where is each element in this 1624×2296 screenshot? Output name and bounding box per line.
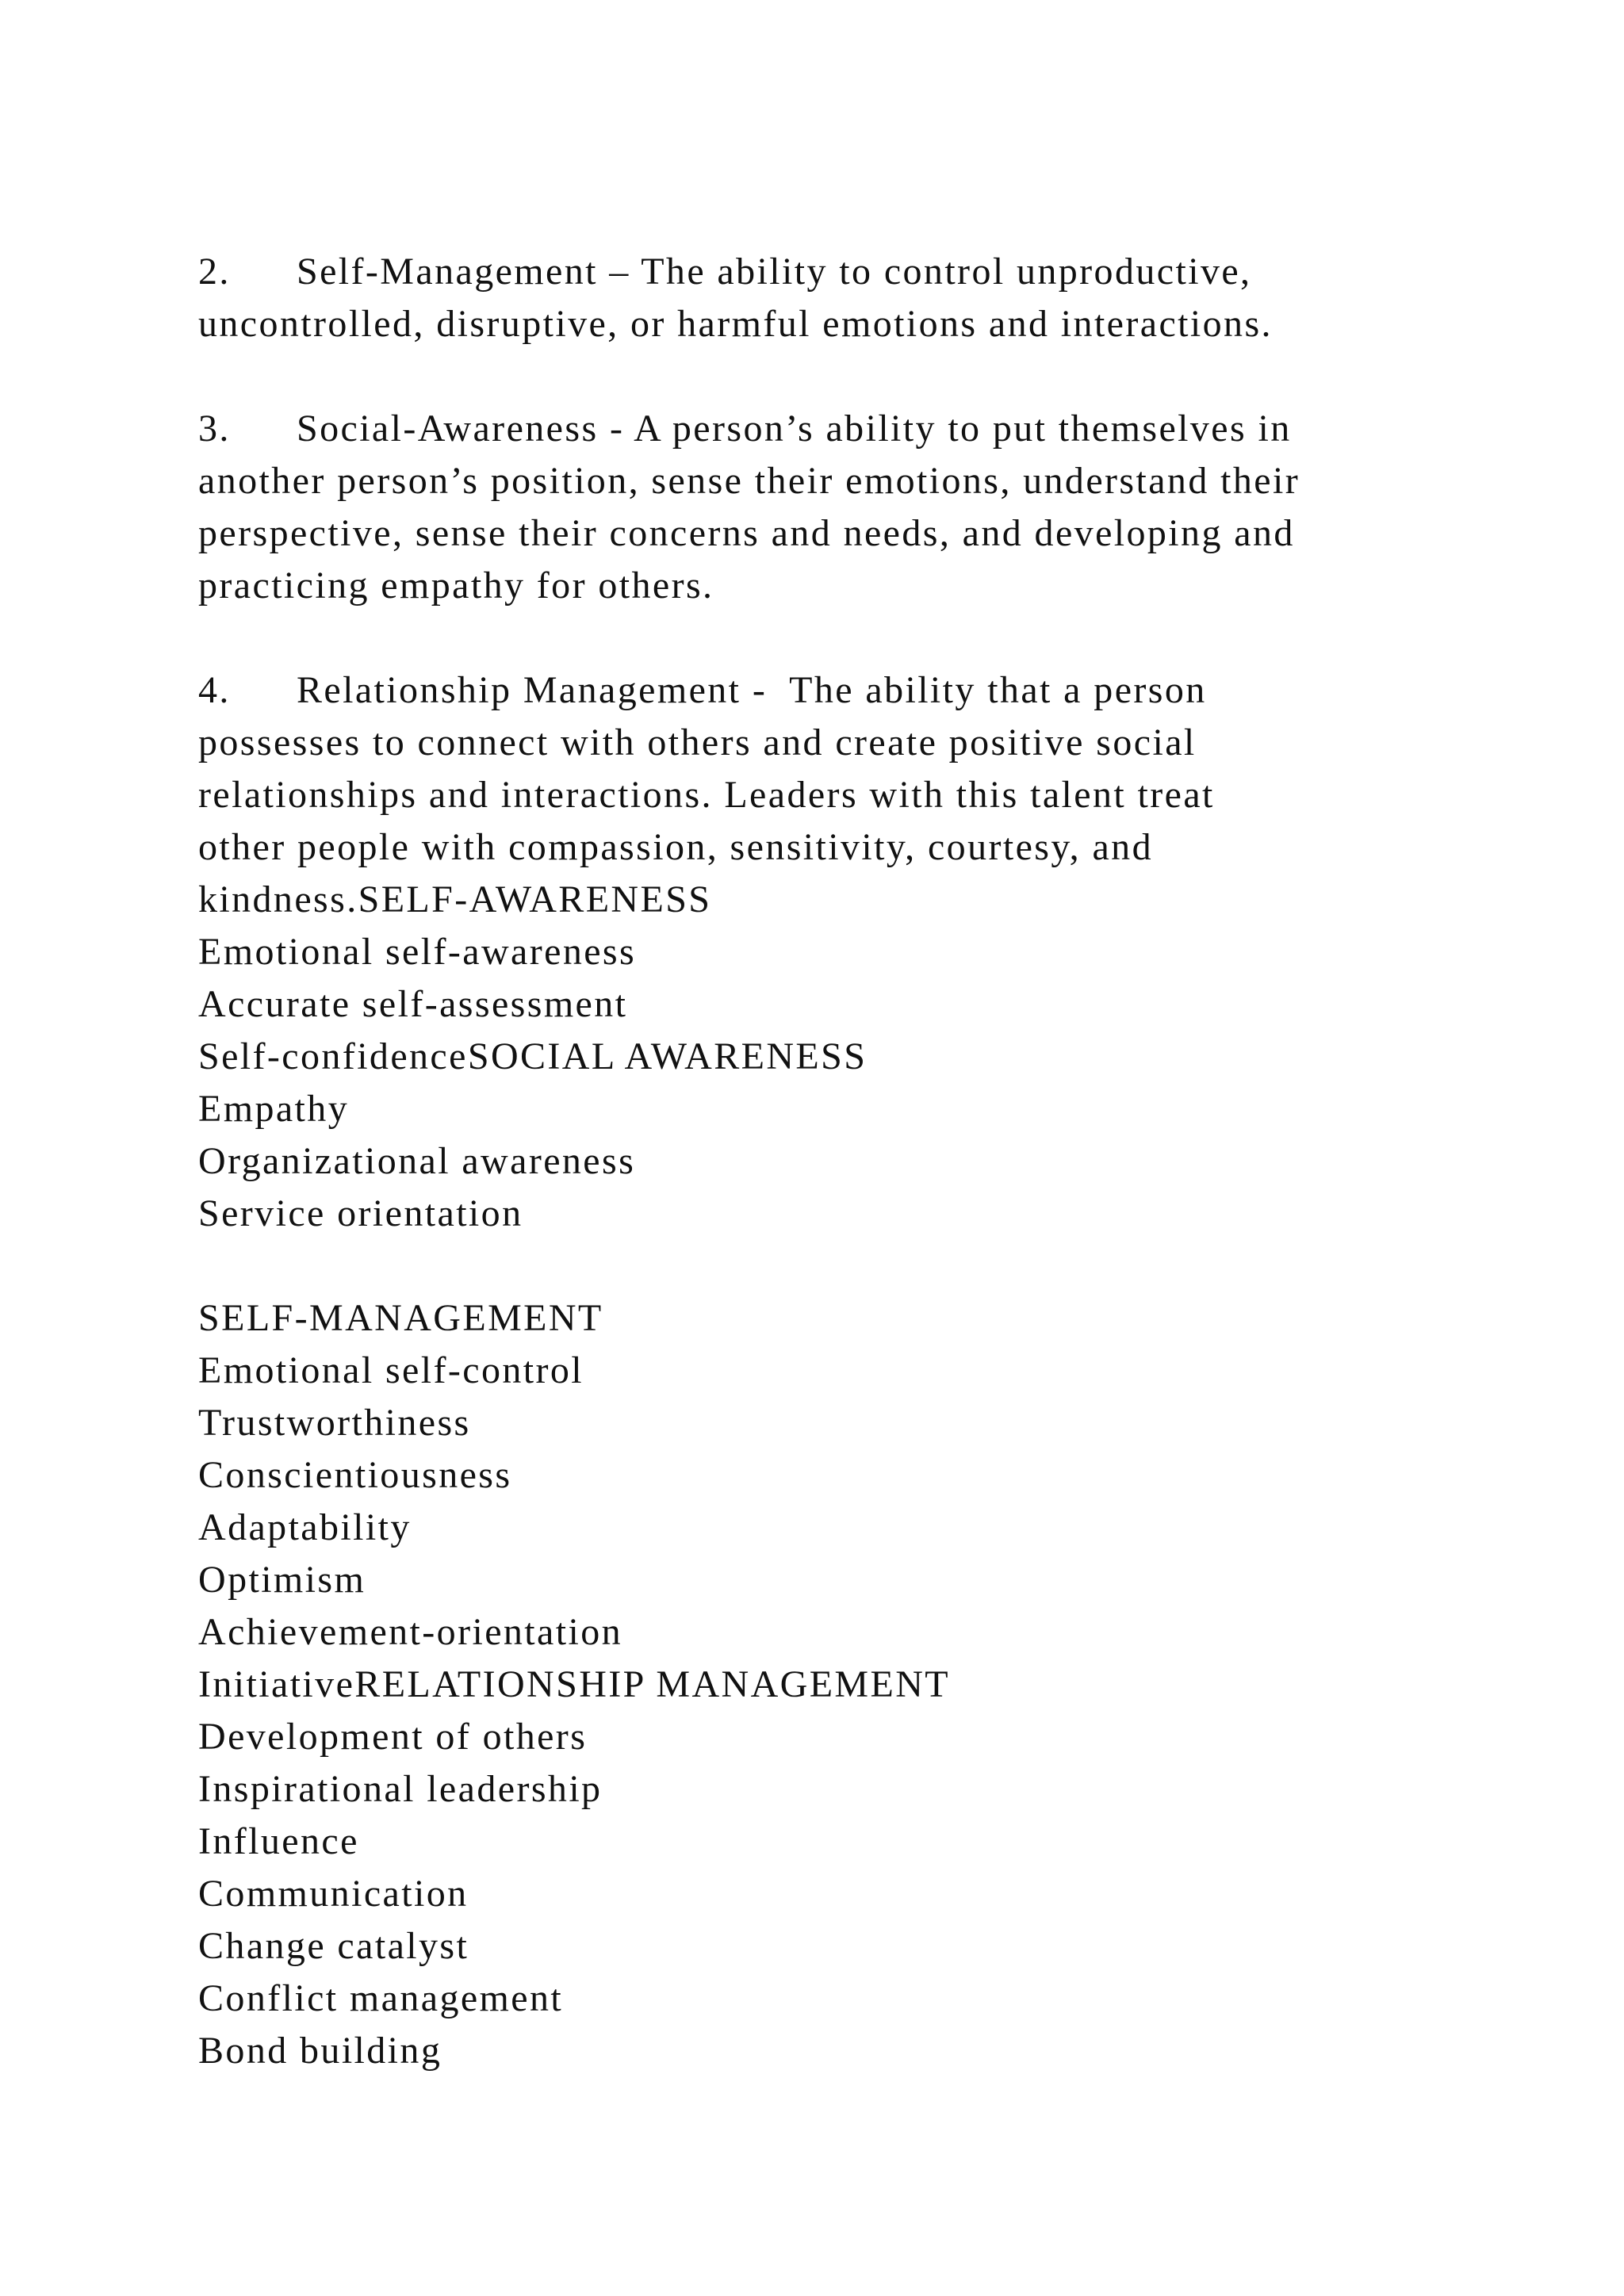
list-item: Adaptability: [198, 1506, 412, 1548]
list-item: Service orientation: [198, 1192, 523, 1234]
item-2-line-1: [198, 246, 1483, 298]
item-2-text: Self-Management – The ability to control unproductive,: [297, 251, 1252, 293]
item-3-line-3: perspective, sense their concerns and needs, and developing and: [198, 512, 1295, 554]
list-item: Conflict management: [198, 1977, 564, 2019]
item-3-line-1: [198, 403, 1483, 455]
list-item: Development of others: [198, 1716, 588, 1758]
list-item: Emotional self-control: [198, 1349, 584, 1391]
list-item: Conscientiousness: [198, 1454, 512, 1496]
list-item: Influence: [198, 1820, 359, 1862]
list-item: Bond building: [198, 2030, 442, 2072]
list-item: Accurate self-assessment: [198, 983, 628, 1025]
item-4-line-3: relationships and interactions. Leaders with this talent treat: [198, 774, 1215, 816]
list-item: Organizational awareness: [198, 1140, 636, 1182]
item-4-line-5: kindness.SELF-AWARENESS: [198, 878, 712, 920]
list-item: Self-confidenceSOCIAL AWARENESS: [198, 1035, 868, 1077]
list-item: Change catalyst: [198, 1925, 469, 1967]
item-3-line-4: practicing empathy for others.: [198, 564, 714, 607]
item-4-line-2: possesses to connect with others and create positive social: [198, 721, 1197, 763]
item-3-text: Social-Awareness - A person’s ability to put themselves in: [297, 408, 1292, 450]
paragraph-spacer: [198, 612, 1483, 664]
list-item: Trustworthiness: [198, 1402, 471, 1444]
list-item: Achievement-orientation: [198, 1611, 623, 1653]
list-item: InitiativeRELATIONSHIP MANAGEMENT: [198, 1663, 951, 1705]
document-body: [198, 246, 1483, 2077]
item-2-line-2: uncontrolled, disruptive, or harmful emotions and interactions.: [198, 303, 1273, 345]
item-4-text: Relationship Management - The ability that a person: [297, 669, 1207, 711]
list-item: Inspirational leadership: [198, 1768, 603, 1810]
list-item: Optimism: [198, 1559, 366, 1601]
item-4-number: 4.: [198, 669, 231, 711]
list-item: Empathy: [198, 1088, 350, 1130]
item-4-line-4: other people with compassion, sensitivity, courtesy, and: [198, 826, 1153, 868]
item-4-line-1: [198, 664, 1483, 717]
item-2-number: 2.: [198, 251, 231, 293]
list-item: Emotional self-awareness: [198, 931, 637, 973]
list-item: Communication: [198, 1873, 469, 1915]
item-3-line-2: another person’s position, sense their emotions, understand their: [198, 460, 1300, 502]
paragraph-spacer: [198, 350, 1483, 403]
paragraph-spacer: [198, 1240, 1483, 1292]
item-3-number: 3.: [198, 408, 231, 450]
section-heading-self-management: SELF-MANAGEMENT: [198, 1297, 603, 1339]
